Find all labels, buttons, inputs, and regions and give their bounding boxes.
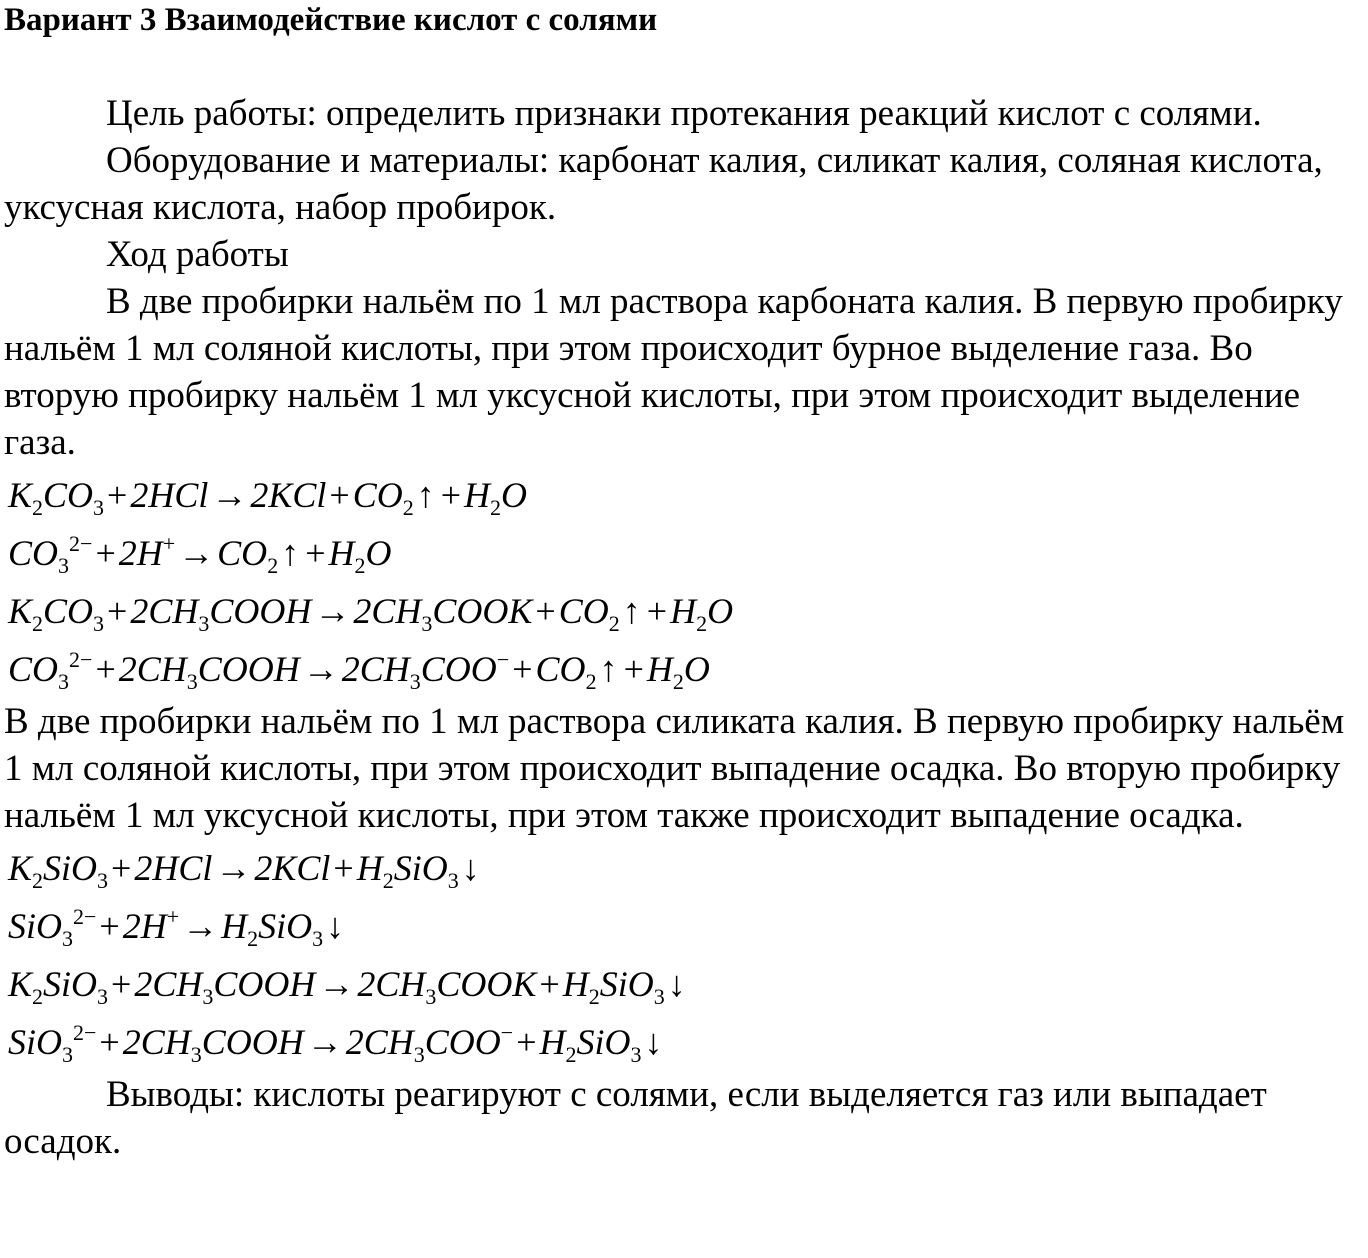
equation-8: $SiO_3^{2-}+2CH_3COOH\to 2CH_3COO^-+H_2SiO_3↓$ (8, 1020, 663, 1067)
equipment-paragraph: Оборудование и материалы: карбонат калия, силикат калия, соляная кислота, уксусная кислота, набор пробирок. (4, 140, 1323, 228)
equation-1: $K_2CO_3+2HCl\to 2KCl+CO_2↑ +H_2O$ (8, 475, 528, 520)
equation-6: $SiO_3^{2-}+2H^+\to H_2SiO_3↓$ (8, 904, 345, 951)
equation-7: $K_2SiO_3+2CH_3COOH\to 2CH_3COOK+H_2SiO_3↓$ (8, 964, 686, 1009)
experiment1-paragraph: В две пробирки нальём по 1 мл раствора карбоната калия. В первую пробирку нальём 1 мл соляной кислоты, при этом происходит бурное выделение газа. Во вторую пробирку нальём 1 мл уксусной кислоты, при этом происходит выделение газа. (4, 281, 1343, 463)
document-page (4, 0, 1364, 1165)
equation-5: $K_2SiO_3+2HCl\to 2KCl+H_2SiO_3↓$ (8, 848, 480, 893)
equation-3: $K_2CO_3+2CH_3COOH\to 2CH_3COOK+CO_2↑ +H_2O$ (8, 591, 734, 636)
equations-silicate (4, 839, 1364, 1071)
conclusion-paragraph: Выводы: кислоты реагируют с солями, если выделяется газ или выпадает осадок. (4, 1074, 1267, 1162)
equation-4: $CO_3^{2-}+2CH_3COOH\to 2CH_3COO^-+CO_2↑ +H_2O$ (8, 647, 710, 694)
equation-2: $CO_3^{2-}+2H^+\to CO_2↑ +H_2O$ (8, 531, 392, 578)
procedure-heading: Ход работы (106, 234, 289, 275)
document-title: Вариант 3 Взаимодействие кислот с солями (4, 2, 658, 38)
goal-paragraph: Цель работы: определить признаки протекания реакций кислот с солями. (106, 93, 1262, 134)
equations-carbonate (4, 466, 1364, 698)
experiment2-paragraph: В две пробирки нальём по 1 мл раствора силиката калия. В первую пробирку нальём 1 мл соляной кислоты, при этом происходит выпадение осадка. Во вторую пробирку нальём 1 мл уксусной кислоты, при этом также происходит выпадение осадка. (4, 701, 1345, 836)
